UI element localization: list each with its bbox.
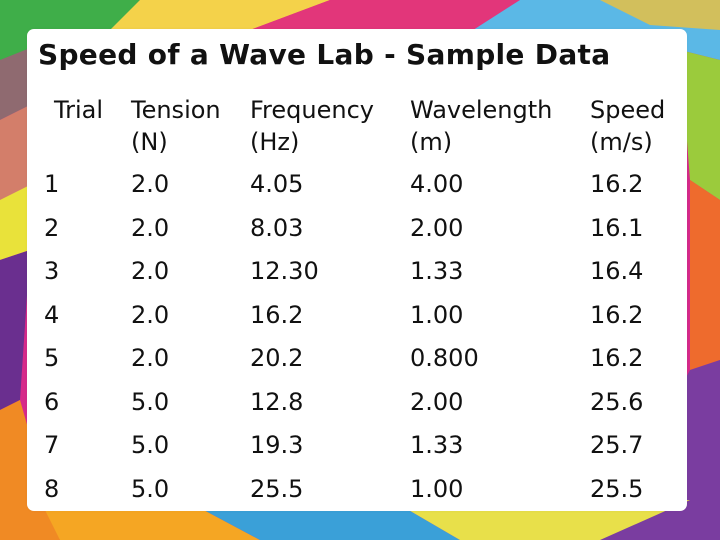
cell-trial: 7: [44, 431, 60, 459]
cell-speed: 25.6: [590, 387, 644, 416]
cell-trial: 2: [44, 213, 60, 242]
cell-trial: 8: [44, 474, 60, 503]
header-frequency-label: Frequency: [250, 96, 374, 124]
cell-speed: 25.5: [590, 474, 644, 503]
cell-trial: 3: [44, 257, 60, 285]
cell-speed: 16.2: [590, 170, 644, 198]
cell-tension: 2.0: [131, 300, 170, 329]
header-frequency-unit: (Hz): [250, 128, 300, 156]
cell-tension: 2.0: [131, 344, 170, 372]
cell-trial: 4: [44, 300, 60, 329]
header-wavelength-label: Wavelength: [410, 96, 553, 124]
header-trial-label: Trial: [54, 96, 104, 124]
cell-frequency: 16.2: [250, 300, 304, 329]
cell-frequency: 8.03: [250, 213, 304, 242]
cell-speed: 16.2: [590, 344, 644, 372]
cell-frequency: 12.8: [250, 387, 304, 416]
cell-wavelength: 1.33: [410, 431, 464, 459]
header-wavelength-unit: (m): [410, 128, 453, 156]
cell-tension: 5.0: [131, 431, 170, 459]
cell-tension: 2.0: [131, 257, 170, 285]
cell-speed: 25.7: [590, 431, 644, 459]
cell-wavelength: 2.00: [410, 213, 464, 242]
cell-frequency: 12.30: [250, 257, 319, 285]
cell-tension: 2.0: [131, 213, 170, 242]
cell-wavelength: 1.33: [410, 257, 464, 285]
cell-frequency: 25.5: [250, 474, 304, 503]
cell-tension: 5.0: [131, 474, 170, 503]
header-tension: [131, 94, 221, 158]
header-wavelength: [410, 94, 552, 158]
cell-speed: 16.2: [590, 300, 644, 329]
header-speed: [590, 94, 665, 158]
cell-speed: 16.1: [590, 213, 644, 242]
cell-frequency: 19.3: [250, 431, 304, 459]
cell-wavelength: 1.00: [410, 474, 464, 503]
cell-speed: 16.4: [590, 257, 644, 285]
cell-frequency: 4.05: [250, 170, 304, 198]
cell-trial: 6: [44, 387, 60, 416]
slide-title: Speed of a Wave Lab - Sample Data: [38, 38, 611, 71]
header-tension-label: Tension: [131, 96, 221, 124]
cell-tension: 2.0: [131, 170, 170, 198]
slide-card: [30, 32, 684, 508]
cell-frequency: 20.2: [250, 344, 304, 372]
cell-wavelength: 2.00: [410, 387, 464, 416]
header-trial: [54, 94, 103, 126]
cell-wavelength: 4.00: [410, 170, 464, 198]
cell-wavelength: 0.800: [410, 344, 479, 372]
header-speed-unit: (m/s): [590, 128, 653, 156]
cell-tension: 5.0: [131, 387, 170, 416]
header-tension-unit: (N): [131, 128, 168, 156]
header-speed-label: Speed: [590, 96, 666, 124]
cell-wavelength: 1.00: [410, 300, 464, 329]
header-frequency: [250, 94, 374, 158]
cell-trial: 1: [44, 170, 60, 198]
cell-trial: 5: [44, 344, 60, 372]
